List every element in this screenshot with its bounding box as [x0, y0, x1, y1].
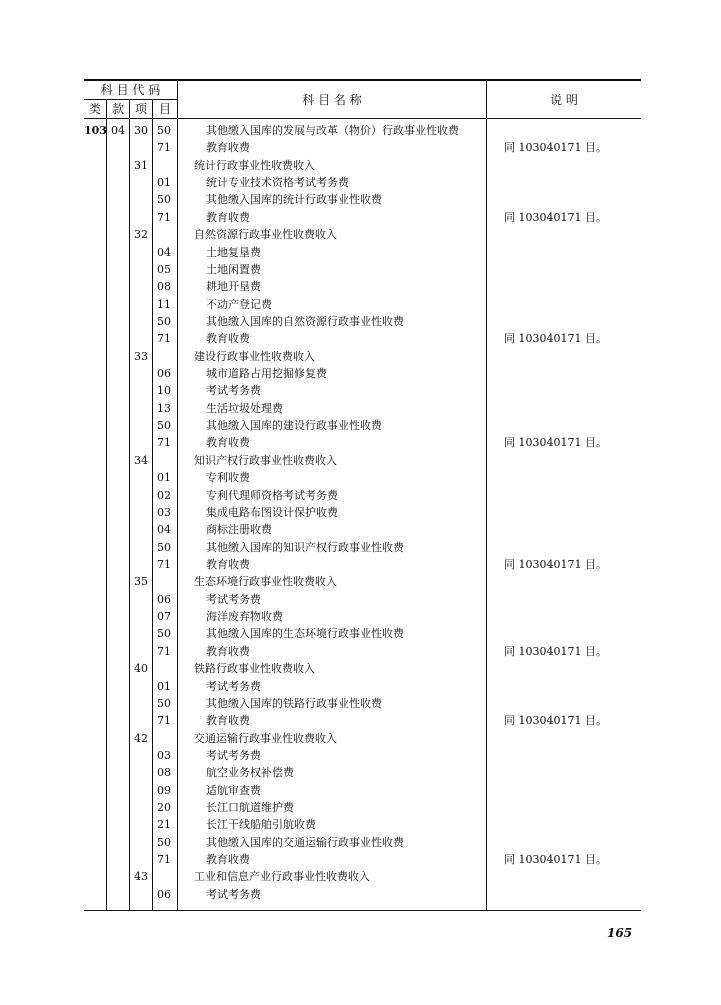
table-row: [84, 261, 641, 278]
table-row: [84, 487, 641, 504]
cell-name: 铁路行政事业性收费收入: [194, 662, 315, 676]
cell-note: 同 103040171 目。: [504, 436, 607, 450]
cell-name: 考试考务费: [206, 592, 261, 606]
header-xiang: 项: [134, 102, 147, 116]
cell-name: 其他缴入国库的铁路行政事业性收费: [206, 696, 382, 710]
table-row: [84, 730, 641, 747]
cell-mu: 50: [157, 124, 171, 137]
cell-note: 同 103040171 目。: [504, 210, 607, 224]
table-row: [84, 799, 641, 816]
cell-mu: 01: [157, 679, 171, 693]
table-row: [84, 625, 641, 642]
cell-name: 生活垃圾处理费: [206, 401, 283, 415]
cell-mu: 06: [157, 367, 171, 381]
cell-name: 土地复垦费: [206, 245, 261, 259]
header-bottom-rule: [84, 118, 641, 119]
table-row: [84, 712, 641, 729]
cell-name: 适航审查费: [206, 783, 261, 797]
cell-name: 长江干线船舶引航收费: [206, 818, 316, 832]
table-row: [84, 278, 641, 295]
cell-xiang: 42: [134, 731, 148, 745]
cell-name: 商标注册收费: [206, 523, 272, 537]
cell-note: 同 103040171 目。: [504, 853, 607, 867]
cell-mu: 50: [157, 540, 171, 554]
cell-name: 教育收费: [206, 557, 250, 571]
cell-mu: 07: [157, 610, 171, 624]
cell-name: 其他缴入国库的知识产权行政事业性收费: [206, 540, 404, 554]
table-row: [84, 834, 641, 851]
page-number: 165: [607, 926, 633, 940]
table-row: [84, 191, 641, 208]
table-row: [84, 782, 641, 799]
cell-name: 考试考务费: [206, 887, 261, 901]
table-row: [84, 573, 641, 590]
header-mu: 目: [158, 102, 171, 116]
table-row: [84, 608, 641, 625]
cell-name: 其他缴入国库的自然资源行政事业性收费: [206, 314, 404, 328]
cell-xiang: 34: [134, 453, 148, 467]
cell-name: 专利收费: [206, 471, 250, 485]
table-row: [84, 469, 641, 486]
header-kuan: 款: [111, 102, 124, 116]
cell-note: 同 103040171 目。: [504, 141, 607, 155]
cell-xiang: 32: [134, 228, 148, 242]
cell-name: 建设行政事业性收费收入: [194, 349, 315, 363]
cell-name: 长江口航道维护费: [206, 801, 294, 815]
cell-mu: 71: [157, 557, 171, 571]
cell-xiang: 31: [134, 158, 148, 172]
cell-name: 教育收费: [206, 853, 250, 867]
cell-name: 教育收费: [206, 210, 250, 224]
cell-name: 教育收费: [206, 644, 250, 658]
cell-name: 教育收费: [206, 436, 250, 450]
table-bottom-rule: [84, 910, 641, 911]
cell-mu: 06: [157, 592, 171, 606]
table-row: [84, 122, 641, 139]
cell-mu: 71: [157, 644, 171, 658]
cell-mu: 05: [157, 262, 171, 276]
cell-name: 其他缴入国库的生态环境行政事业性收费: [206, 627, 404, 641]
cell-xiang: 40: [134, 662, 148, 676]
table-row: [84, 313, 641, 330]
cell-name: 航空业务权补偿费: [206, 766, 294, 780]
table-row: [84, 226, 641, 243]
cell-mu: 71: [157, 853, 171, 867]
header-code-group: 科 目 代 码: [100, 83, 161, 97]
cell-mu: 21: [157, 818, 171, 832]
cell-name: 统计专业技术资格考试考务费: [206, 176, 349, 190]
table-row: [84, 174, 641, 191]
cell-name: 考试考务费: [206, 679, 261, 693]
cell-name: 教育收费: [206, 714, 250, 728]
table-row: [84, 330, 641, 347]
table-row: [84, 521, 641, 538]
table-row: [84, 452, 641, 469]
cell-name: 教育收费: [206, 332, 250, 346]
table-row: [84, 539, 641, 556]
table-row: [84, 678, 641, 695]
cell-mu: 50: [157, 696, 171, 710]
cell-name: 耕地开垦费: [206, 280, 261, 294]
cell-mu: 50: [157, 627, 171, 641]
cell-name: 知识产权行政事业性收费收入: [194, 453, 337, 467]
cell-name: 考试考务费: [206, 748, 261, 762]
cell-mu: 01: [157, 176, 171, 190]
cell-mu: 10: [157, 384, 171, 398]
cell-name: 自然资源行政事业性收费收入: [194, 228, 337, 242]
cell-mu: 71: [157, 714, 171, 728]
header-code-group-divider: [84, 99, 178, 100]
cell-mu: 71: [157, 436, 171, 450]
table-row: [84, 417, 641, 434]
table-row: [84, 244, 641, 261]
cell-note: 同 103040171 目。: [504, 557, 607, 571]
table-row: [84, 660, 641, 677]
cell-xiang: 43: [134, 870, 148, 884]
cell-mu: 71: [157, 141, 171, 155]
cell-name: 专利代理师资格考试考务费: [206, 488, 338, 502]
cell-name: 其他缴入国库的交通运输行政事业性收费: [206, 835, 404, 849]
table-row: [84, 157, 641, 174]
cell-mu: 50: [157, 835, 171, 849]
table-row: [84, 591, 641, 608]
table-body: [84, 122, 641, 903]
cell-name: 海洋废弃物收费: [206, 610, 283, 624]
cell-name: 其他缴入国库的发展与改革（物价）行政事业性收费: [206, 124, 459, 137]
cell-mu: 71: [157, 332, 171, 346]
table-row: [84, 504, 641, 521]
cell-mu: 09: [157, 783, 171, 797]
cell-mu: 20: [157, 801, 171, 815]
cell-mu: 01: [157, 471, 171, 485]
cell-name: 城市道路占用挖掘修复费: [206, 367, 327, 381]
cell-xiang: 30: [134, 124, 148, 137]
cell-mu: 02: [157, 488, 171, 502]
table-row: [84, 365, 641, 382]
header-lei: 类: [88, 102, 101, 116]
table-row: [84, 695, 641, 712]
cell-name: 其他缴入国库的建设行政事业性收费: [206, 419, 382, 433]
cell-mu: 13: [157, 401, 171, 415]
table-top-rule: [84, 79, 641, 81]
header-name: 科 目 名 称: [302, 93, 362, 107]
cell-note: 同 103040171 目。: [504, 644, 607, 658]
cell-mu: 11: [157, 297, 171, 311]
table-row: [84, 886, 641, 903]
cell-xiang: 33: [134, 349, 148, 363]
cell-name: 不动产登记费: [206, 297, 272, 311]
table-row: [84, 434, 641, 451]
cell-mu: 04: [157, 245, 171, 259]
cell-name: 其他缴入国库的统计行政事业性收费: [206, 193, 382, 207]
cell-mu: 03: [157, 748, 171, 762]
cell-xiang: 35: [134, 575, 148, 589]
table-row: [84, 868, 641, 885]
cell-name: 集成电路布图设计保护收费: [206, 505, 338, 519]
table-row: [84, 400, 641, 417]
table-row: [84, 816, 641, 833]
cell-mu: 50: [157, 419, 171, 433]
header-note: 说 明: [550, 93, 578, 107]
cell-mu: 03: [157, 505, 171, 519]
cell-name: 教育收费: [206, 141, 250, 155]
cell-mu: 08: [157, 766, 171, 780]
cell-mu: 71: [157, 210, 171, 224]
table-row: [84, 764, 641, 781]
table-row: [84, 348, 641, 365]
cell-mu: 04: [157, 523, 171, 537]
cell-name: 工业和信息产业行政事业性收费收入: [194, 870, 370, 884]
cell-note: 同 103040171 目。: [504, 714, 607, 728]
cell-mu: 06: [157, 887, 171, 901]
cell-lei: 103: [84, 124, 107, 137]
cell-mu: 08: [157, 280, 171, 294]
table-row: [84, 851, 641, 868]
table-row: [84, 382, 641, 399]
table-row: [84, 296, 641, 313]
cell-name: 生态环境行政事业性收费收入: [194, 575, 337, 589]
cell-name: 土地闲置费: [206, 262, 261, 276]
cell-kuan: 04: [111, 124, 125, 137]
cell-name: 统计行政事业性收费收入: [194, 158, 315, 172]
table-row: [84, 139, 641, 156]
cell-mu: 50: [157, 314, 171, 328]
table-row: [84, 747, 641, 764]
table-row: [84, 209, 641, 226]
table-row: [84, 643, 641, 660]
cell-name: 考试考务费: [206, 384, 261, 398]
cell-mu: 50: [157, 193, 171, 207]
table-row: [84, 556, 641, 573]
cell-name: 交通运输行政事业性收费收入: [194, 731, 337, 745]
cell-note: 同 103040171 目。: [504, 332, 607, 346]
